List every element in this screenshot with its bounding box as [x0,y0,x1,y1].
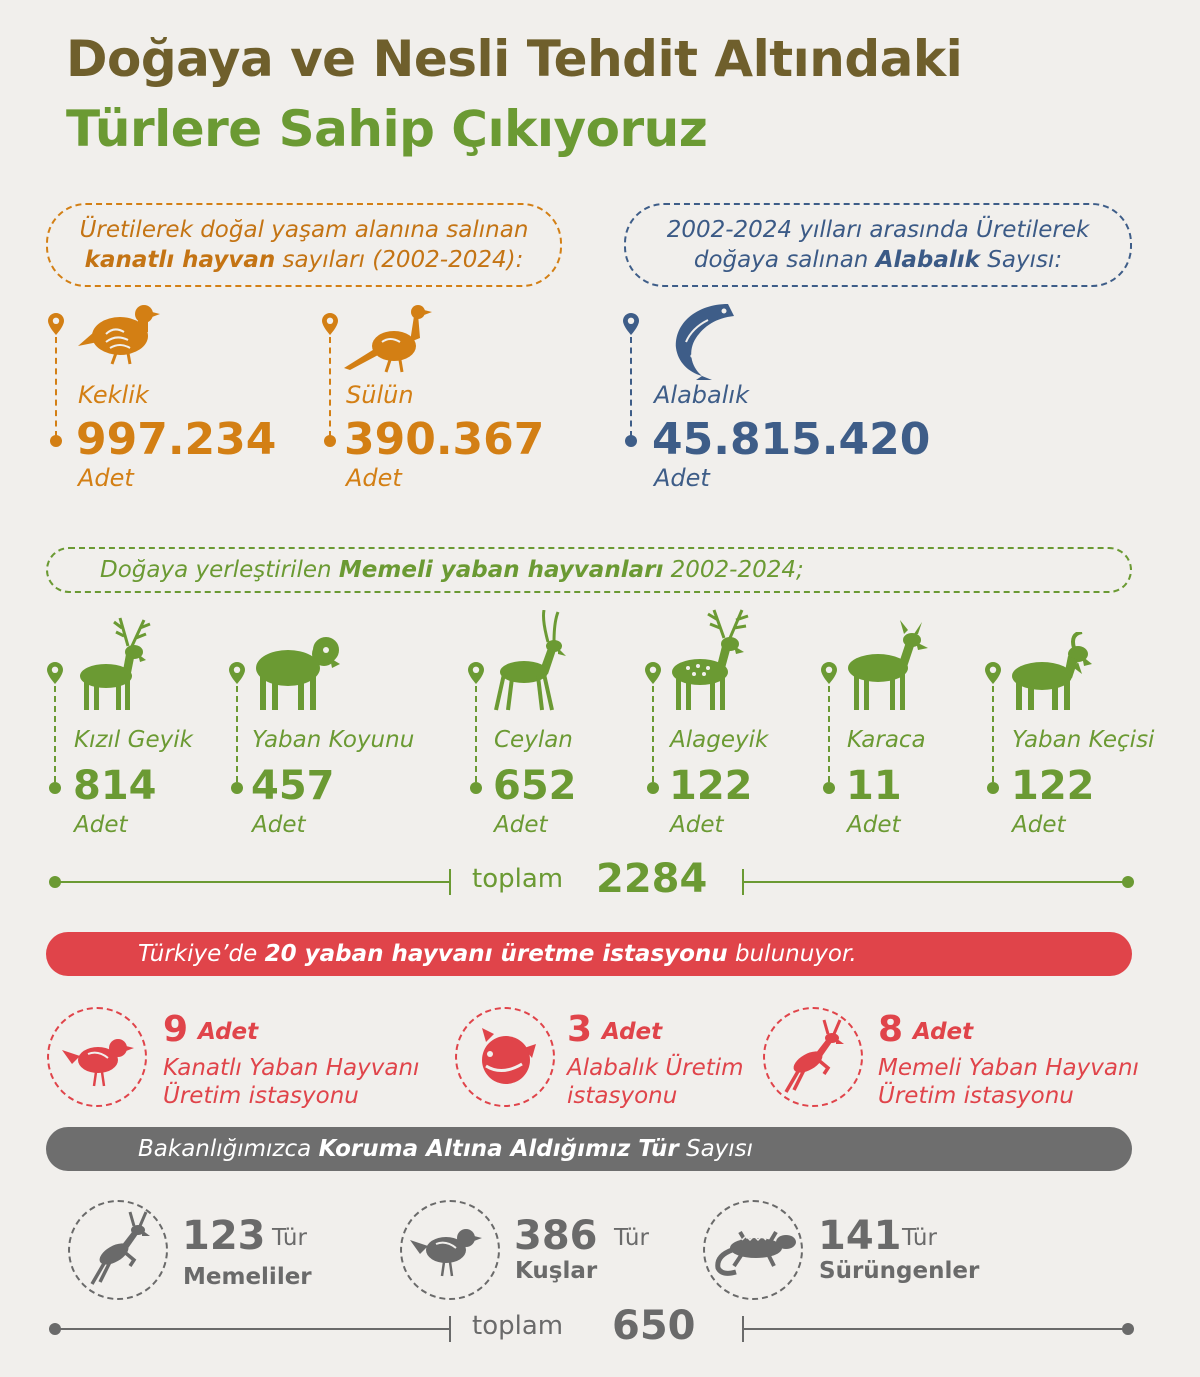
protected-count: 386 [514,1213,598,1259]
mammal-count: 814 [73,763,157,809]
station-line-1: Alabalık Üretim [567,1055,744,1081]
station-count: 9 [163,1009,189,1050]
protected-unit: Tür [614,1225,649,1251]
mammal-name: Kızıl Geyik [74,727,193,753]
bird-unit: Adet [78,464,134,492]
mammals-intro-pre: Doğaya yerleştirilen [100,557,339,583]
mammals-intro-bold: Memeli yaban hayvanları [338,557,664,583]
mammal-count: 122 [1011,763,1095,809]
mammal-unit: Adet [847,812,901,838]
protected-count: 141 [818,1213,902,1259]
location-pin-icon [48,313,64,335]
trout-intro-box [624,203,1132,287]
roe-deer-icon [844,614,930,712]
station-line-1: Kanatlı Yaban Hayvanı [163,1055,420,1081]
page-title-line-2: Türlere Sahip Çıkıyoruz [66,100,708,158]
mammal-unit: Adet [1012,812,1066,838]
protected-name: Kuşlar [515,1258,598,1284]
station-line-2: Üretim istasyonu [878,1083,1074,1109]
protected-banner-rest: Sayısı [678,1136,754,1162]
protected-total-value: 650 [612,1303,696,1349]
mammals-intro-rest: 2002-2024; [663,557,804,583]
gazelle-icon [492,610,574,712]
pheasant-icon [344,302,434,374]
birds-intro-bold: kanatlı hayvan [84,247,276,273]
birds-intro-box [46,203,562,287]
partridge-icon [76,298,162,366]
location-pin-icon [468,662,484,684]
station-line-1: Memeli Yaban Hayvanı [878,1055,1139,1081]
birds-intro-line-1: Üretilerek doğal yaşam alanına salınan [79,217,529,243]
mammal-unit: Adet [494,812,548,838]
mammal-name: Karaca [847,727,926,753]
mammal-name: Yaban Koyunu [252,727,415,753]
station-unit: Adet [602,1019,663,1045]
protected-total-label: toplam [472,1311,564,1341]
bird-icon [410,1224,482,1278]
fish-icon [472,1028,538,1088]
bird-name: Sülün [346,381,414,409]
location-pin-icon [645,662,661,684]
location-pin-icon [623,313,639,335]
stations-banner [46,932,1132,976]
mammals-total-label: toplam [472,864,564,894]
protected-banner [46,1127,1132,1171]
protected-banner-pre: Bakanlığımızca [138,1136,319,1162]
trout-count: 45.815.420 [652,414,931,465]
wild-goat-icon [1008,632,1094,712]
birds-intro-line-2 [48,245,560,275]
deer-icon [86,1210,152,1286]
station-count: 8 [878,1009,904,1050]
trout-intro-rest: Sayısı: [979,247,1063,273]
red-deer-icon [72,616,154,712]
trout-unit: Adet [654,464,710,492]
stations-banner-bold: 20 yaban hayvanı üretme istasyonu [264,941,728,967]
fallow-deer-icon [664,604,752,712]
location-pin-icon [985,662,1001,684]
trout-icon [666,298,742,380]
station-count: 3 [567,1009,593,1050]
page-title-line-1: Doğaya ve Nesli Tehdit Altındaki [66,30,963,88]
location-pin-icon [322,313,338,335]
birds-intro-rest: sayıları (2002-2024): [275,247,524,273]
trout-intro-bold: Alabalık [875,247,980,273]
mammal-count: 122 [669,763,753,809]
mammal-unit: Adet [670,812,724,838]
mammal-name: Ceylan [494,727,573,753]
trout-intro-pre: doğaya salınan [693,247,876,273]
lizard-icon [712,1222,798,1278]
mammal-unit: Adet [252,812,306,838]
deer-icon [780,1018,846,1094]
bird-name: Keklik [78,381,149,409]
bird-count: 390.367 [344,414,545,465]
mammals-intro-box [46,547,1132,593]
location-pin-icon [821,662,837,684]
station-unit: Adet [198,1019,259,1045]
location-pin-icon [47,662,63,684]
mammal-name: Yaban Keçisi [1012,727,1155,753]
protected-banner-bold: Koruma Altına Aldığımız Tür [318,1136,679,1162]
bird-count: 997.234 [76,414,277,465]
stations-banner-pre: Türkiye’de [138,941,265,967]
bird-unit: Adet [346,464,402,492]
mammal-unit: Adet [74,812,128,838]
mammal-count: 652 [493,763,577,809]
protected-unit: Tür [902,1225,937,1251]
location-pin-icon [229,662,245,684]
mammal-count: 457 [251,763,335,809]
bird-icon [62,1034,134,1088]
mammal-count: 11 [846,763,902,809]
wild-sheep-icon [250,632,342,712]
mammals-total-value: 2284 [596,856,708,902]
station-line-2: Üretim istasyonu [163,1083,359,1109]
mammal-name: Alageyik [670,727,769,753]
trout-name: Alabalık [654,381,749,409]
protected-unit: Tür [272,1225,307,1251]
protected-name: Memeliler [183,1264,312,1290]
protected-name: Sürüngenler [819,1258,980,1284]
station-unit: Adet [913,1019,974,1045]
stations-banner-rest: bulunuyor. [727,941,857,967]
station-line-2: istasyonu [567,1083,678,1109]
trout-intro-line-1: 2002-2024 yılları arasında Üretilerek [666,217,1090,243]
protected-count: 123 [182,1213,266,1259]
trout-intro-line-2 [626,245,1130,275]
